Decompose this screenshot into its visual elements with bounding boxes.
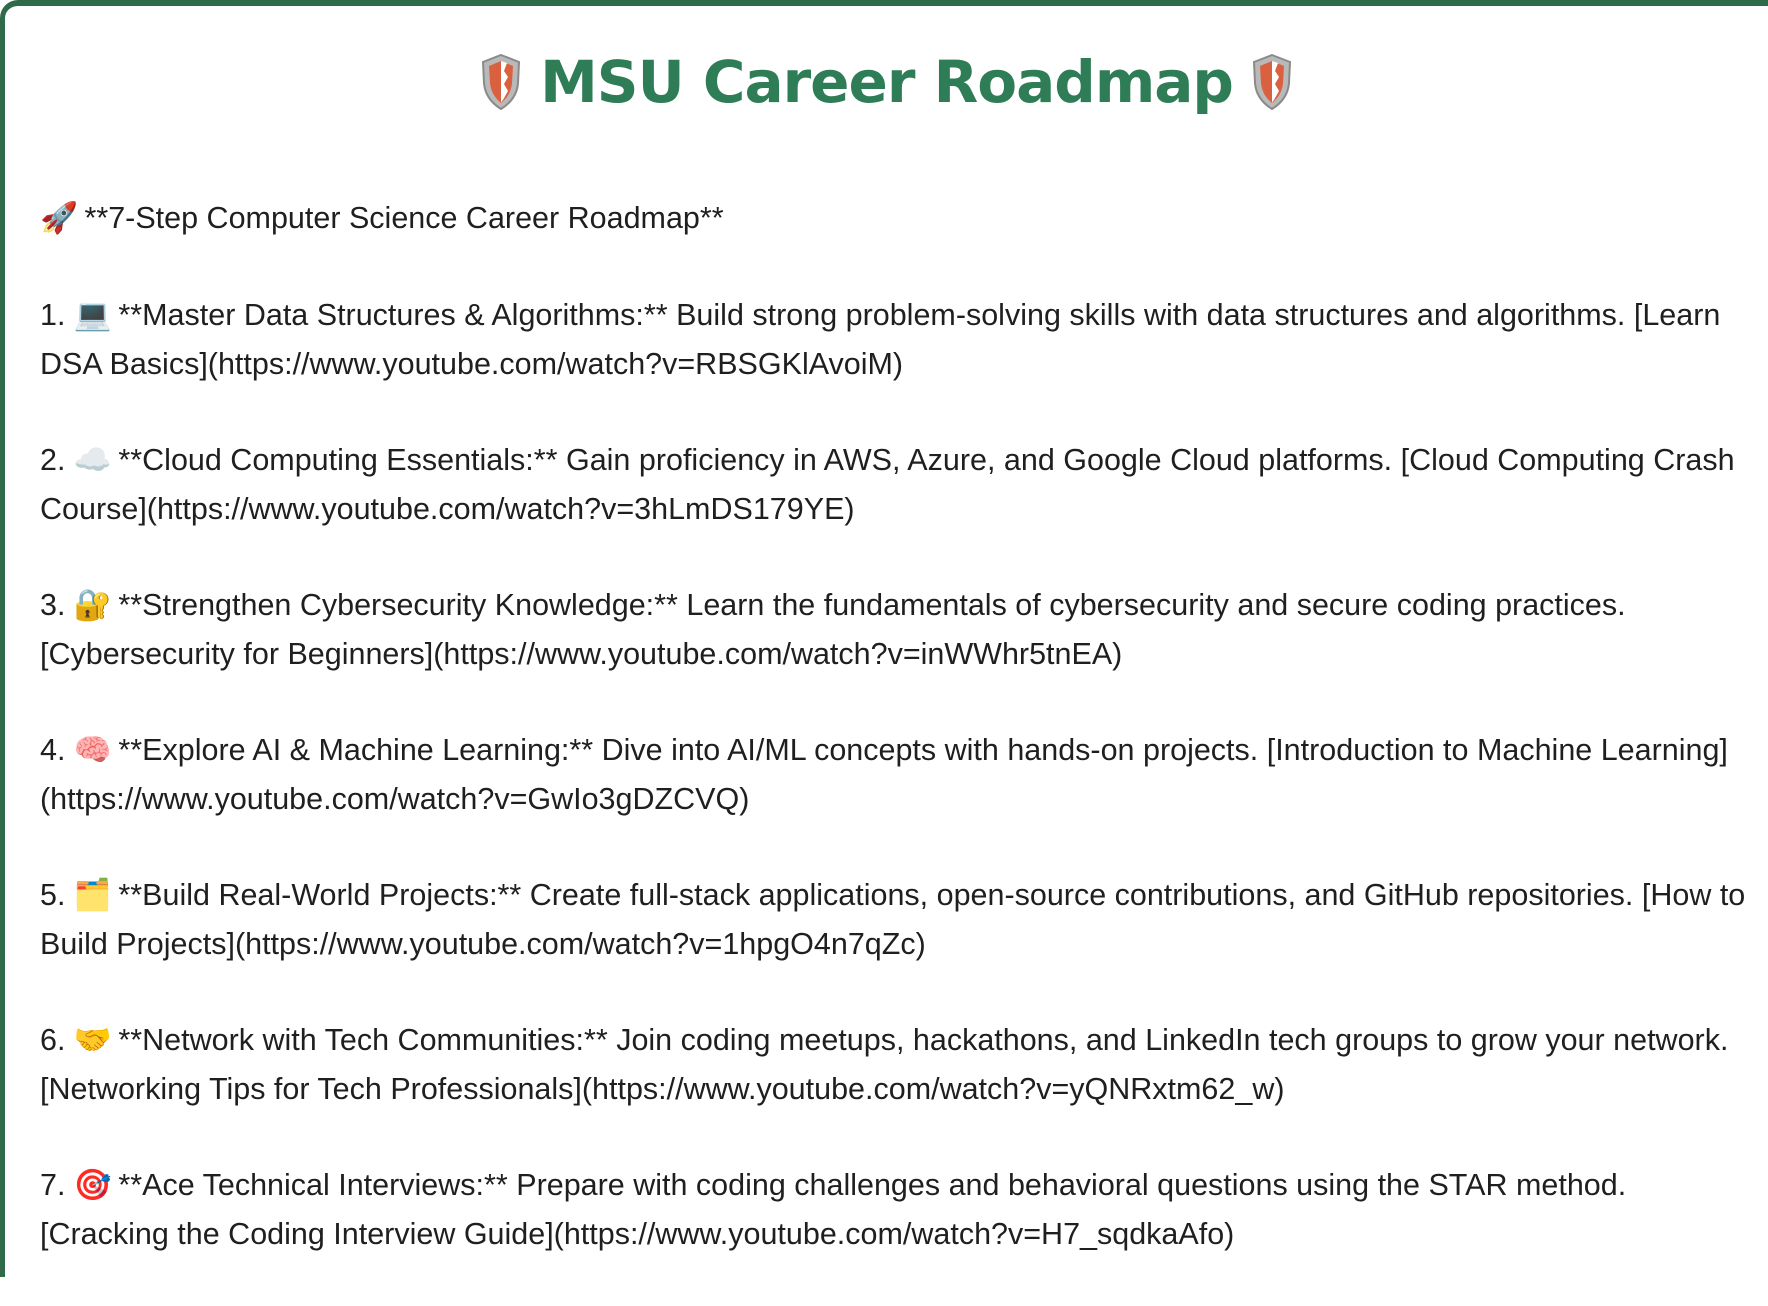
roadmap-heading [40,194,1760,243]
step-number: 1. [40,298,66,332]
roadmap-step [40,1161,1760,1258]
roadmap-step [40,291,1760,388]
roadmap-step [40,436,1760,533]
step-number: 4. [40,733,66,767]
step-text: **Explore AI & Machine Learning:** Dive into AI/ML concepts with hands-on projects. [Introduction to Machine Learning](https://www.youtube.com/watch?v=GwIo3gDZCVQ) [40,733,1728,816]
rocket-icon: 🚀 [40,201,78,236]
page-title: MSU Career Roadmap [540,48,1233,116]
step-text: **Master Data Structures & Algorithms:** Build strong problem-solving skills with data structures and algorithms. [Learn DSA Basics](https://www.youtube.com/watch?v=RBSGKlAvoiM) [40,298,1721,381]
roadmap-heading-text: **7-Step Computer Science Career Roadmap** [84,201,724,235]
shield-icon [480,53,522,111]
roadmap-step [40,1016,1760,1113]
handshake-icon: 🤝 [73,1023,112,1058]
roadmap-step [40,871,1760,968]
step-number: 2. [40,443,66,477]
lock-icon: 🔐 [73,588,112,623]
roadmap-step [40,726,1760,823]
step-text: **Network with Tech Communities:** Join coding meetups, hackathons, and LinkedIn tech groups to grow your network. [Networking Tips for Tech Professionals](https://www.youtube.com/watch?v=yQNRxtm62_w) [40,1023,1729,1106]
laptop-icon: 💻 [73,298,112,333]
step-number: 5. [40,878,66,912]
roadmap-content [40,194,1760,1306]
brain-icon: 🧠 [73,733,112,768]
step-text: **Ace Technical Interviews:** Prepare with coding challenges and behavioral questions using the STAR method. [Cracking the Coding Interview Guide](https://www.youtube.com/watch?v=H7_sqdkaAfo) [40,1168,1627,1251]
step-number: 7. [40,1168,66,1202]
step-text: **Build Real-World Projects:** Create full-stack applications, open-source contributions, and GitHub repositories. [How to Build Projects](https://www.youtube.com/watch?v=1hpgO4n7qZc) [40,878,1746,961]
step-text: **Strengthen Cybersecurity Knowledge:** Learn the fundamentals of cybersecurity and secure coding practices. [Cybersecurity for Beginners](https://www.youtube.com/watch?v=inWWhr5tnEA) [40,588,1626,671]
roadmap-step [40,581,1760,678]
step-text: **Cloud Computing Essentials:** Gain proficiency in AWS, Azure, and Google Cloud platforms. [Cloud Computing Crash Course](https://www.youtube.com/watch?v=3hLmDS179YE) [40,443,1735,526]
folder-icon: 🗂️ [73,878,112,913]
target-icon: 🎯 [73,1168,112,1203]
shield-icon [1251,53,1293,111]
step-number: 3. [40,588,66,622]
cloud-icon: ☁️ [73,443,112,478]
title-row [5,42,1768,122]
step-number: 6. [40,1023,66,1057]
